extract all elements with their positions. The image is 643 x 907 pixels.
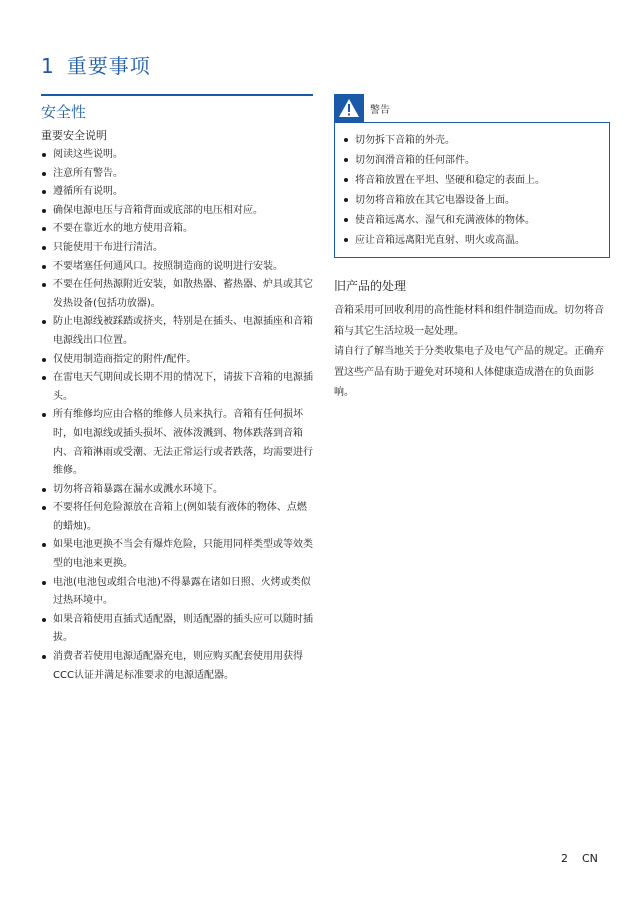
list-item: 不要堵塞任何通风口。按照制造商的说明进行安装。: [41, 258, 313, 277]
list-item: 注意所有警告。: [41, 165, 313, 184]
warning-header: [334, 94, 610, 122]
warning-box: [334, 122, 610, 258]
page-title: [41, 50, 151, 79]
safety-section: [41, 94, 313, 685]
list-item: 不要将任何危险源放在音箱上(例如装有液体的物体、点燃的蜡烛)。: [41, 499, 313, 536]
list-item: 切勿将音箱暴露在漏水或溅水环境下。: [41, 481, 313, 500]
list-item: 应让音箱远离阳光直射、明火或高温。: [343, 231, 601, 251]
safety-subheading: 重要安全说明: [41, 129, 107, 142]
chapter-number: 1: [41, 54, 55, 78]
safety-heading: 安全性: [41, 103, 87, 121]
list-item: 仅使用制造商指定的附件/配件。: [41, 351, 313, 370]
page-number: 2: [561, 852, 568, 865]
list-item: 不要在靠近水的地方使用音箱。: [41, 220, 313, 239]
list-item: 如果电池更换不当会有爆炸危险，只能用同样类型或等效类型的电池来更换。: [41, 536, 313, 573]
list-item: 不要在任何热源附近安装，如散热器、蓄热器、炉具或其它发热设备(包括功放器)。: [41, 276, 313, 313]
paragraph: 音箱采用可回收利用的高性能材料和组件制造而成。切勿将音箱与其它生活垃圾一起处理。: [334, 305, 604, 337]
list-item: 遵循所有说明。: [41, 183, 313, 202]
list-item: 只能使用干布进行清洁。: [41, 239, 313, 258]
language-code: CN: [582, 852, 598, 865]
warning-label: 警告: [370, 105, 390, 116]
list-item: 在雷电天气期间或长期不用的情况下，请拔下音箱的电源插头。: [41, 369, 313, 406]
list-item: 消费者若使用电源适配器充电，则应购买配套使用用获得CCC认证并满足标准要求的电源适配器。: [41, 648, 313, 685]
list-item: 使音箱远离水、湿气和充满液体的物体。: [343, 211, 601, 231]
right-column: [334, 94, 610, 404]
list-item: 切勿润滑音箱的任何部件。: [343, 151, 601, 171]
list-item: 所有维修均应由合格的维修人员来执行。音箱有任何损坏时，如电源线或插头损坏、液体泼溅到、物体跌落到音箱内、音箱淋雨或受潮、无法正常运行或者跌落，均需要进行维修。: [41, 406, 313, 480]
section-divider: [41, 94, 313, 96]
disposal-text: [334, 301, 610, 404]
disposal-heading: 旧产品的处理: [334, 279, 407, 293]
safety-list: [41, 146, 313, 685]
list-item: 切勿将音箱放在其它电器设备上面。: [343, 191, 601, 211]
chapter-title: 重要事项: [66, 54, 151, 78]
list-item: 电池(电池包或组合电池)不得暴露在诸如日照、火烤或类似过热环境中。: [41, 574, 313, 611]
list-item: 切勿拆下音箱的外壳。: [343, 131, 601, 151]
list-item: 防止电源线被踩踏或挤夹，特别是在插头、电源插座和音箱电源线出口位置。: [41, 313, 313, 350]
page-footer: [561, 852, 598, 865]
warning-list: [343, 131, 601, 251]
paragraph: 请自行了解当地关于分类收集电子及电气产品的规定。正确弃置这些产品有助于避免对环境和人体健康造成潜在的负面影响。: [334, 346, 604, 398]
list-item: 确保电源电压与音箱背面或底部的电压相对应。: [41, 202, 313, 221]
warning-icon: [334, 94, 364, 122]
list-item: 阅读这些说明。: [41, 146, 313, 165]
list-item: 将音箱放置在平坦、坚硬和稳定的表面上。: [343, 171, 601, 191]
list-item: 如果音箱使用直插式适配器，则适配器的插头应可以随时插拔。: [41, 611, 313, 648]
